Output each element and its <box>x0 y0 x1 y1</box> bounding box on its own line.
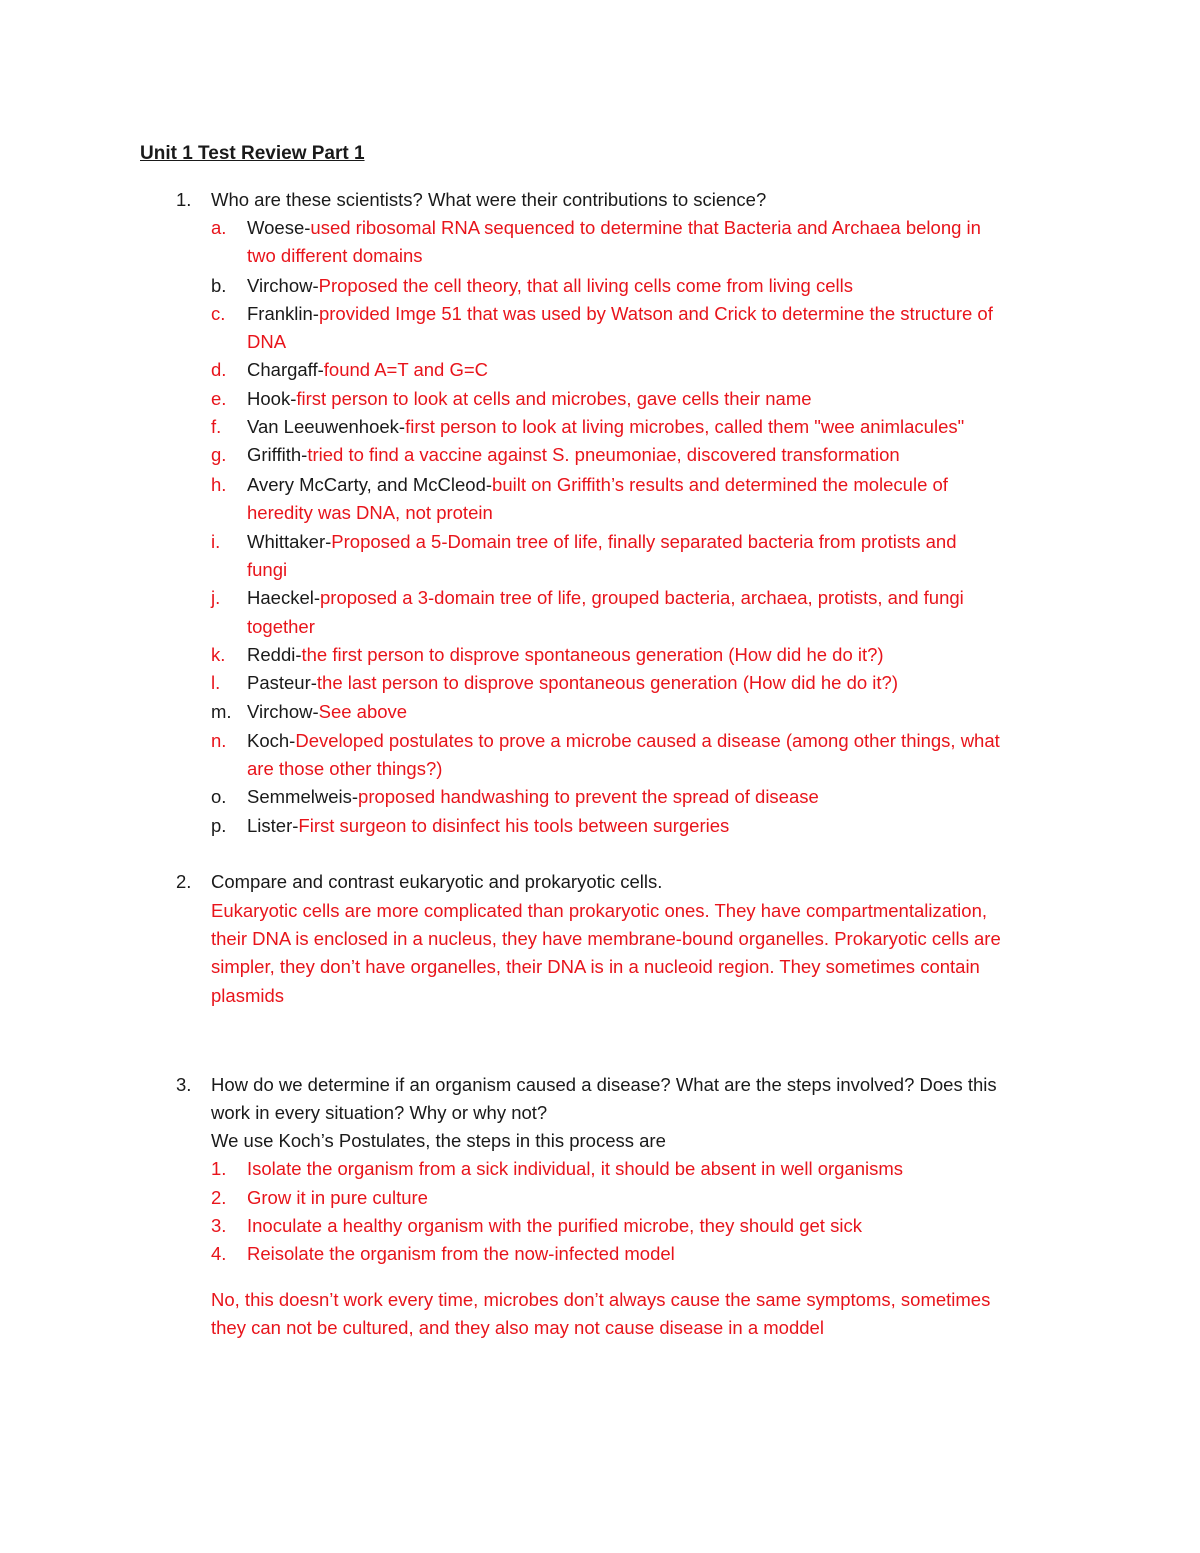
step-text: Reisolate the organism from the now-infected model <box>247 1243 675 1264</box>
item-marker: l. <box>211 672 221 693</box>
scientist-contribution: found A=T and G=C <box>323 359 489 380</box>
scientist-name: Whittaker- <box>247 531 332 552</box>
step-number: 1. <box>211 1158 227 1179</box>
scientist-name: Pasteur- <box>247 672 317 693</box>
item-text <box>247 443 900 467</box>
scientist-contribution: provided Imge 51 that was used by Watson and Crick to determine the structure of <box>318 303 993 324</box>
scientist-contribution: See above <box>318 701 408 722</box>
item-text <box>247 814 729 838</box>
step-text: Grow it in pure culture <box>247 1187 428 1208</box>
scientist-name: Griffith- <box>247 444 308 465</box>
scientist-name: Chargaff- <box>247 359 324 380</box>
item-marker: f. <box>211 416 222 437</box>
scientist-contribution: built on Griffith’s results and determined the molecule of <box>492 474 948 495</box>
scientist-name: Haeckel- <box>247 587 320 608</box>
scientist-name: Hook- <box>247 388 297 409</box>
scientist-contribution: Proposed the cell theory, that all living cells come from living cells <box>318 275 853 296</box>
item-marker: c. <box>211 303 226 324</box>
scientist-contribution: Developed postulates to prove a microbe caused a disease (among other things, what <box>295 730 1000 751</box>
scientist-name: Virchow- <box>247 275 319 296</box>
item-marker: h. <box>211 474 227 495</box>
step-number: 2. <box>211 1187 227 1208</box>
scientist-contribution: together <box>247 616 315 637</box>
item-marker: p. <box>211 815 227 836</box>
page-title: Unit 1 Test Review Part 1 <box>140 143 365 164</box>
scientist-name: Reddi- <box>247 644 302 665</box>
item-text <box>247 473 948 497</box>
item-text <box>247 586 964 610</box>
scientist-contribution: first person to look at cells and microbes, gave cells their name <box>296 388 812 409</box>
item-text <box>247 358 488 382</box>
scientist-contribution: proposed a 3-domain tree of life, grouped bacteria, archaea, protists, and fungi <box>320 587 964 608</box>
item-text <box>247 729 1000 753</box>
document-page: Unit 1 Test Review Part 1 1. Who are these scientists? What were their contributions to science? a. Woese-used ribosomal RNA sequenced to determine that Bacteria and Archaea belong in two different domains b. Virchow-Proposed the cell theory, that all living cells come from living cells c. Franklin-provided Imge 51 that was used by Watson and Crick to determine the structure of DNA d. Chargaff-found A=T and G=C e. Hook-first person to look at cells and microbes, gave cells their name f. Van Leeuwenhoek-first person to look at living microbes, called them "wee animlacules" g. Griffith-tried to find a vaccine against S. pneumoniae, discovered transformation h. Avery McCarty, and McCleod-built on Griffith’s results and determined the molecule of heredity was DNA, not protein i. Whittaker-Proposed a 5-Domain tree of life, finally separated bacteria from protists and fungi j. Haeckel-proposed a 3-domain tree of life, grouped bacteria, archaea, protists, and fungi together k. Reddi-the first person to disprove spontaneous generation (How did he do it?) l. Pasteur-the last person to disprove spontaneous generation (How did he do it?) m. Virchow-See above n. Koch-Developed postulates to prove a microbe caused a disease (among other things, what are those other things?) o. Semmelweis-proposed handwashing to prevent the spread of disease p. Lister-First surgeon to disinfect his tools between surgeries 2. Compare and contrast eukaryotic and prokaryotic cells. Eukaryotic cells are more complicated than prokaryotic ones. They have compartmentalization, their DNA is enclosed in a nucleus, they have membrane-bound organelles. Prokaryotic cells are simpler, they don’t have organelles, their DNA is in a nucleoid region. They sometimes contain plasmids 3. How do we determine if an organism caused a disease? What are the steps involved? Does this work in every situation? Why or why not? We use Koch’s Postulates, the steps in this process are 1. Isolate the organism from a sick individual, it should be absent in well organisms 2. Grow it in pure culture 3. Inoculate a healthy organism with the purified microbe, they should get sick 4. Reisolate the organism from the now-infected model No, this doesn’t work every time, microbes don’t always cause the same symptoms, sometimes they can not be cultured, and they also may not cause disease in a moddel <box>140 143 1001 1338</box>
scientist-contribution: fungi <box>247 559 288 580</box>
question-number: 1. <box>176 189 192 210</box>
scientist-name: Koch- <box>247 730 296 751</box>
item-text <box>247 387 812 411</box>
item-marker: i. <box>211 531 221 552</box>
item-text <box>247 274 853 298</box>
scientist-contribution: used ribosomal RNA sequenced to determine that Bacteria and Archaea belong in <box>310 217 981 238</box>
item-text <box>247 302 993 326</box>
scientist-contribution: are those other things?) <box>247 758 443 779</box>
question-number: 2. <box>176 871 192 892</box>
item-marker: d. <box>211 359 227 380</box>
item-text <box>247 216 981 240</box>
question-text: Compare and contrast eukaryotic and prokaryotic cells. <box>211 871 663 892</box>
step-text: Inoculate a healthy organism with the purified microbe, they should get sick <box>247 1215 862 1236</box>
item-marker: a. <box>211 217 227 238</box>
scientist-contribution: Proposed a 5-Domain tree of life, finally separated bacteria from protists and <box>331 531 957 552</box>
item-text <box>247 415 964 439</box>
scientist-contribution: the first person to disprove spontaneous generation (How did he do it?) <box>301 644 884 665</box>
scientist-name: Woese- <box>247 217 311 238</box>
item-text <box>247 671 898 695</box>
item-marker: g. <box>211 444 227 465</box>
scientist-name: Van Leeuwenhoek- <box>247 416 406 437</box>
question-text: How do we determine if an organism caused a disease? What are the steps involved? Does this <box>211 1074 997 1095</box>
item-marker: n. <box>211 730 227 751</box>
step-number: 4. <box>211 1243 227 1264</box>
scientist-contribution: the last person to disprove spontaneous generation (How did he do it?) <box>316 672 898 693</box>
question-number: 3. <box>176 1074 192 1095</box>
item-text <box>247 785 819 809</box>
scientist-name: Lister- <box>247 815 299 836</box>
scientist-contribution: DNA <box>247 331 287 352</box>
scientist-name: Semmelweis- <box>247 786 359 807</box>
item-text <box>247 700 407 724</box>
item-marker: j. <box>211 587 221 608</box>
item-text <box>247 643 884 667</box>
scientist-contribution: heredity was DNA, not protein <box>247 502 493 523</box>
scientist-name: Franklin- <box>247 303 319 324</box>
question-text: Who are these scientists? What were their contributions to science? <box>211 189 767 210</box>
item-marker: b. <box>211 275 227 296</box>
item-marker: o. <box>211 786 227 807</box>
step-number: 3. <box>211 1215 227 1236</box>
scientist-contribution: tried to find a vaccine against S. pneumoniae, discovered transformation <box>307 444 900 465</box>
item-marker: m. <box>211 701 232 722</box>
scientist-name: Virchow- <box>247 701 319 722</box>
item-text <box>247 530 957 554</box>
step-text: Isolate the organism from a sick individual, it should be absent in well organisms <box>247 1158 904 1179</box>
scientist-contribution: two different domains <box>247 245 423 266</box>
scientist-contribution: First surgeon to disinfect his tools between surgeries <box>298 815 730 836</box>
scientist-name: Avery McCarty, and McCleod- <box>247 474 493 495</box>
scientist-contribution: first person to look at living microbes, called them "wee animlacules" <box>405 416 965 437</box>
item-marker: e. <box>211 388 227 409</box>
scientist-contribution: proposed handwashing to prevent the spread of disease <box>358 786 819 807</box>
item-marker: k. <box>211 644 226 665</box>
